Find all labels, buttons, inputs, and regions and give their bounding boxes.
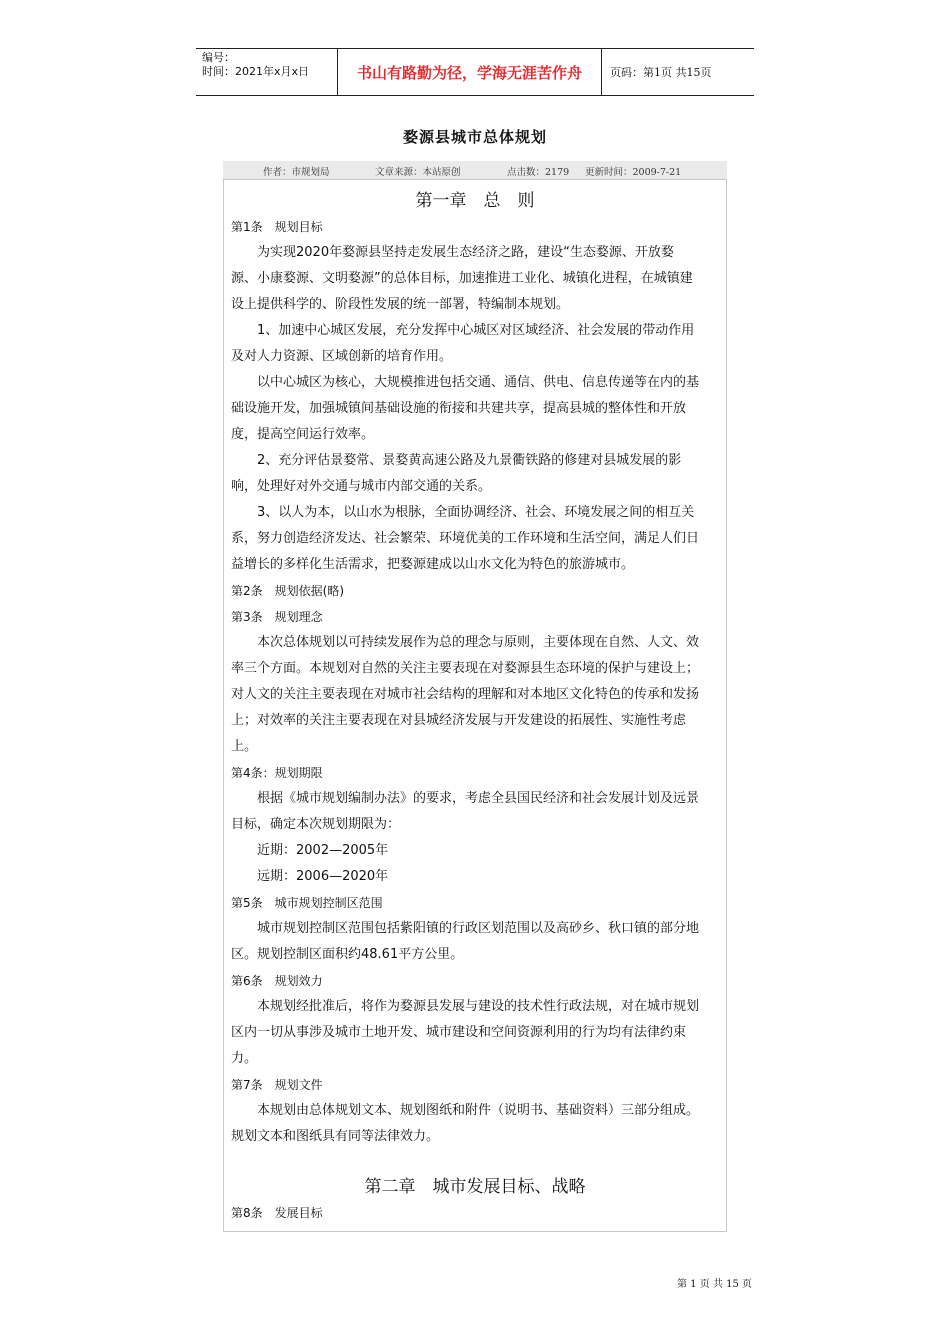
article-4-near-term: 近期：2002—2005年 [257,843,389,858]
article-4-long-term: 远期：2006—2020年 [257,869,389,884]
article-7-para-1: 本规划由总体规划文本、规划图纸和附件（说明书、基础资料）三部分组成。 规划文本和图纸具有同等法律效力。 [231,1103,700,1144]
document-title: 婺源县城市总体规划 [402,128,547,146]
article-1-title: 第1条 规划目标 [231,220,323,234]
time-label: 时间：2021年x月x日 [202,65,310,78]
meta-author: 作者：市规划局 [263,167,330,178]
page-footer: 第 1 页 共 15 页 [677,1279,752,1290]
article-5-para-1: 城市规划控制区范围包括紫阳镇的行政区划范围以及高砂乡、秋口镇的部分地 区。规划控制区面积约48.61平方公里。 [231,921,700,962]
article-meta-bar [223,161,727,179]
header-info-cell [196,49,338,95]
article-2-title: 第2条 规划依据(略) [231,584,344,598]
article-3-title: 第3条 规划理念 [231,610,323,624]
page-header [196,48,754,96]
meta-source: 文章来源：本站原创 [375,167,461,178]
article-1-para-2: 1、加速中心城区发展，充分发挥中心城区对区域经济、社会发展的带动作用 及对人力资源、区域创新的培育作用。 [231,323,695,364]
meta-updated: 更新时间：2009-7-21 [585,167,682,178]
article-1-para-4: 2、充分评估景婺常、景婺黄高速公路及九景衢铁路的修建对县城发展的影 响，处理好对外交通与城市内部交通的关系。 [231,453,682,494]
meta-hits: 点击数：2179 [507,167,570,178]
header-page-info: 页码：第1页 共15页 [610,66,712,79]
chapter-2-title: 第二章 城市发展目标、战略 [364,1177,586,1197]
number-label: 编号： [202,51,235,64]
chapter-1-title: 第一章 总 则 [415,191,535,211]
header-motto: 书山有路勤为径，学海无涯苦作舟 [338,49,602,95]
article-1-para-5: 3、以人为本，以山水为根脉，全面协调经济、社会、环境发展之间的相互关 系，努力创造经济发达、社会繁荣、环境优美的工作环境和生活空间，满足人们日 益增长的多样化生活需求，把婺源建成以山水文化为特色的旅游城市。 [231,505,700,572]
article-6-para-1: 本规划经批准后，将作为婺源县发展与建设的技术性行政法规，对在城市规划 区内一切从事涉及城市土地开发、城市建设和空间资源利用的行为均有法律约束 力。 [231,999,700,1066]
article-body [231,188,719,1226]
article-6-title: 第6条 规划效力 [231,974,323,988]
article-5-title: 第5条 城市规划控制区范围 [231,896,383,910]
article-4-title: 第4条：规划期限 [231,766,323,780]
article-4-para-1: 根据《城市规划编制办法》的要求，考虑全县国民经济和社会发展计划及远景 目标，确定本次规划期限为： [231,791,700,832]
article-3-para-1: 本次总体规划以可持续发展作为总的理念与原则，主要体现在自然、人文、效 率三个方面。本规划对自然的关注主要表现在对婺源县生态环境的保护与建设上； 对人文的关注主要表现在对城市社会结构的理解和对本地区文化特色的传承和发扬 上；对效率的关注主要表现在对县城经济发展与开发建设的拓展性、实施性考虑 上。 [231,635,700,754]
article-8-title: 第8条 发展目标 [231,1206,323,1220]
article-1-para-3: 以中心城区为核心，大规模推进包括交通、通信、供电、信息传递等在内的基 础设施开发，加强城镇间基础设施的衔接和共建共享，提高县城的整体性和开放 度，提高空间运行效率。 [231,375,700,442]
article-1-para-1: 为实现2020年婺源县坚持走发展生态经济之路，建设“生态婺源、开放婺 源、小康婺源、文明婺源”的总体目标，加速推进工业化、城镇化进程，在城镇建 设上提供科学的、阶段性发展的统一部署，特编制本规划。 [231,245,693,312]
article-7-title: 第7条 规划文件 [231,1078,323,1092]
